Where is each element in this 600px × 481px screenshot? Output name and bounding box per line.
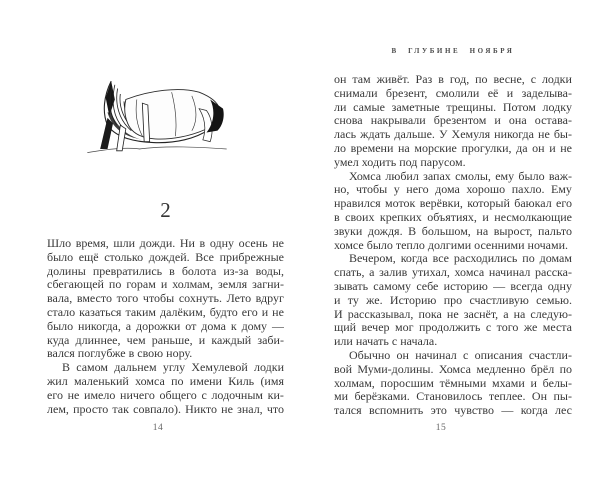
text-line: холмам, поросшим тёмными мхами и белы-	[334, 376, 572, 390]
text-line: Вечером, когда все расходились по домам	[349, 252, 572, 266]
right-page[interactable]	[300, 0, 600, 481]
paragraph	[334, 170, 572, 253]
text-line: хомсе было тепло долгими осенними ночами.	[334, 238, 569, 252]
text-line: Шло время, шли дожди. Ни в одну осень не	[47, 237, 284, 250]
text-line: умел ходить под парусом.	[334, 155, 466, 169]
paragraph	[47, 361, 284, 416]
right-page-number: 15	[435, 423, 447, 433]
text-line: он там живёт. Раз в год, по весне, с лодки	[334, 73, 572, 86]
text-line: и ту же. Историю про счастливую семью.	[334, 293, 572, 307]
text-line: было никогда, а дорожки от дома к дому —	[47, 319, 284, 333]
text-line: сбегающей по горам и холмам, земля загни-	[47, 278, 284, 292]
text-line: долины превратились в болота из-за воды,	[47, 264, 284, 278]
text-line: ли самые заметные трещины. Потом лодку	[334, 100, 572, 114]
boat-under-tarp-icon	[78, 72, 236, 160]
text-line: вался поглубже в свою нору.	[47, 347, 193, 361]
text-line: вала, вместо того чтобы сохнуть. Лето вдруг	[47, 292, 284, 306]
text-line: снова накрывали брезентом и она остава-	[334, 114, 572, 128]
text-line: лась ждать дальше. У Хемуля никогда не бы-	[334, 128, 572, 142]
text-line: вой Муми-долины. Хомса медленно брёл по	[334, 362, 572, 376]
boat-illustration	[78, 72, 236, 160]
text-line: но, чтобы у него дома хорошо пахло. Ему	[334, 183, 572, 197]
paragraph	[334, 349, 572, 418]
left-page-text	[47, 237, 284, 416]
text-line: звуки дождя. В большом, на вырост, пальто	[334, 224, 572, 238]
text-line: И рассказывал, пока не заснёт, а на следую-	[334, 307, 572, 321]
right-page-text	[334, 73, 572, 418]
paragraph	[334, 73, 572, 170]
chapter-number: 2	[160, 198, 171, 222]
text-line: его не имело ничего общего с лодочным ки-	[47, 388, 284, 402]
text-line: ло времени на морские прогулки, да он и не	[334, 141, 572, 155]
text-line: щий вечер мог продолжить с того же места	[334, 321, 572, 335]
text-line: тался вспомнить это чувство — когда лес	[334, 404, 572, 418]
text-line: нравился моток верёвки, который баюкал его	[334, 197, 572, 211]
text-line: или начать с начала.	[334, 335, 438, 349]
text-line: снимали брезент, смолили её и заделыва-	[334, 86, 572, 100]
text-line: жил маленький хомса по имени Киль (имя	[47, 374, 284, 388]
text-line: стало казаться таким далёким, будто его и не	[47, 305, 284, 319]
paragraph	[334, 252, 572, 349]
text-line: было ещё столько дождей. Все прибрежные	[47, 250, 284, 264]
text-line: ми берёзками. Становилось теплее. Он пы-	[334, 390, 572, 404]
text-line: Обычно он начинал с описания счастли-	[349, 348, 572, 362]
left-page-number: 14	[152, 423, 164, 433]
text-line: зывать самому себе историю — всегда одну	[334, 279, 572, 293]
running-header: В ГЛУБИНЕ НОЯБРЯ	[391, 47, 515, 55]
paragraph	[47, 237, 284, 361]
text-line: Хомса любил запах смолы, ему было важ-	[349, 169, 572, 183]
text-line: в своих крепких объятиях, и несмолкающие	[334, 210, 572, 224]
text-line: лем, просто так совпало). Никто не знал, что	[47, 402, 284, 416]
text-line: В самом дальнем углу Хемулевой лодки	[62, 361, 284, 375]
text-line: спать, а залив утихал, хомса начинал расска-	[334, 266, 572, 280]
text-line: куда длиннее, чем раньше, и каждый заби-	[47, 333, 284, 347]
